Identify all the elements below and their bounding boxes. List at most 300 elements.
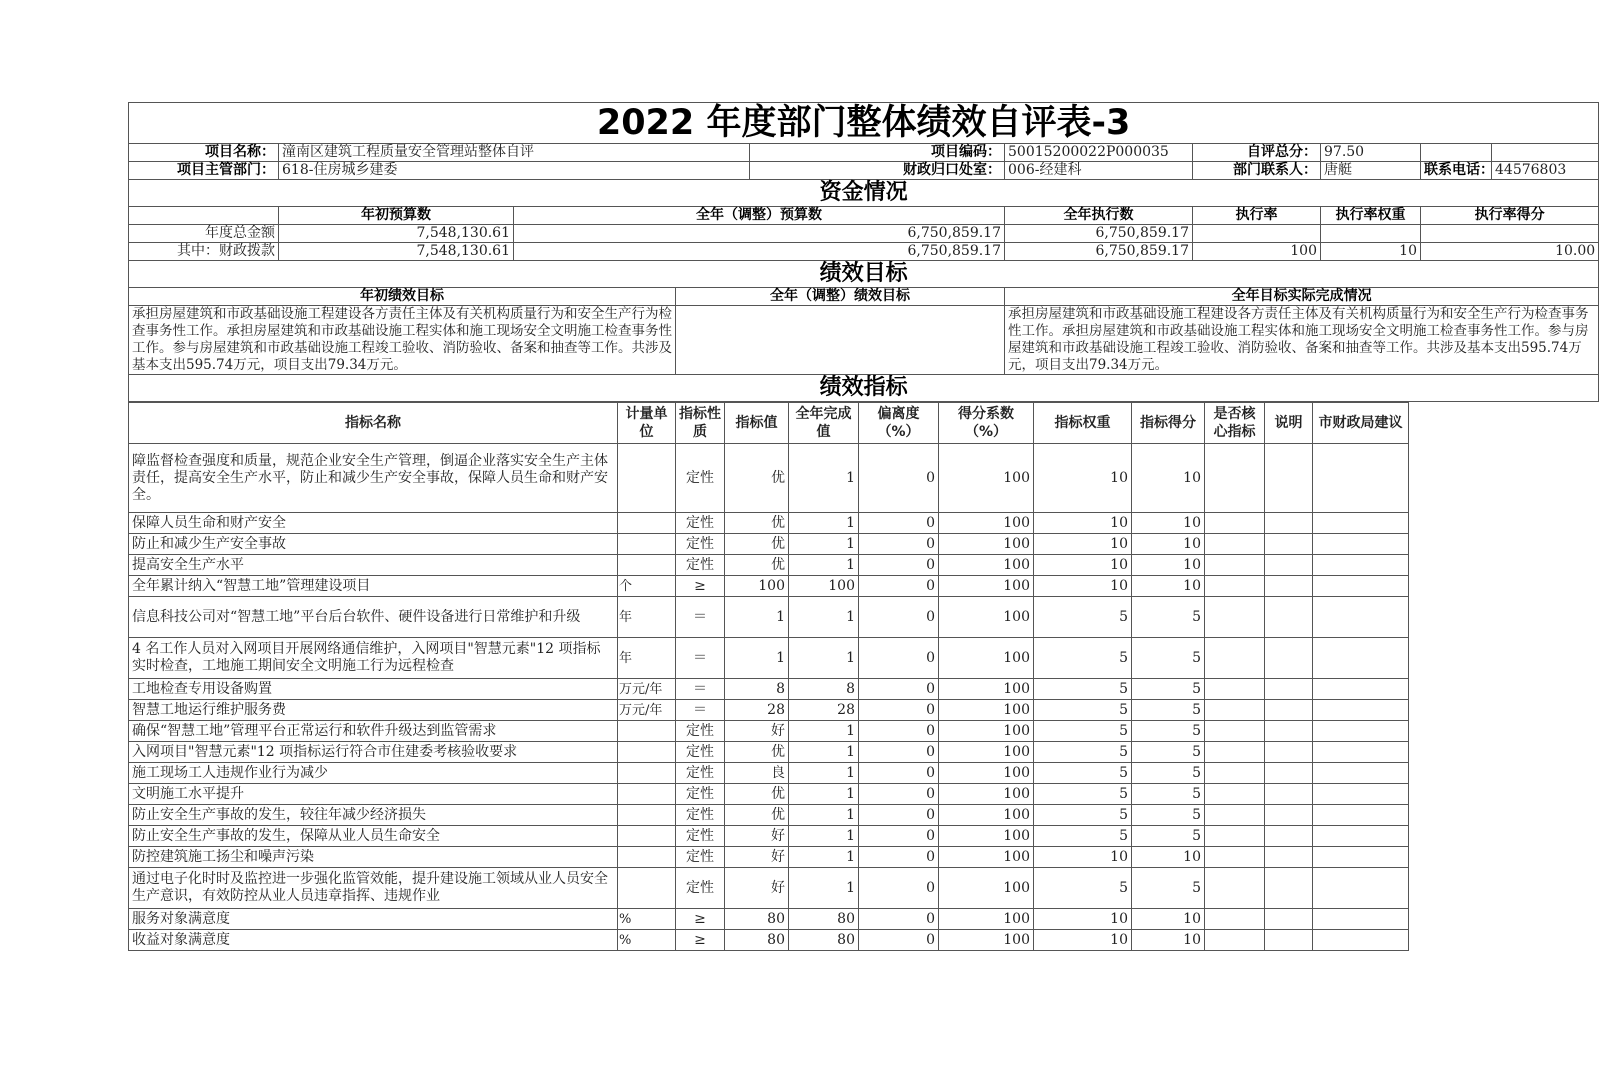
col-header-deviation: 偏离度（%） [859, 403, 939, 444]
funds-row-label: 其中：财政拨款 [129, 243, 279, 261]
indicator-unit [618, 444, 676, 513]
empty-cell [129, 207, 279, 225]
indicator-name: 通过电子化时时及监控进一步强化监管效能，提升建设施工领域从业人员安全生产意识，有效防控从业人员违章指挥、违规作业 [129, 868, 618, 909]
indicator-row [129, 847, 1409, 868]
contact-label: 部门联系人： [1193, 162, 1321, 180]
indicator-name: 服务对象满意度 [129, 909, 618, 930]
indicator-name: 确保“智慧工地”管理平台正常运行和软件升级达到监管需求 [129, 721, 618, 742]
indicator-score: 5 [1132, 638, 1205, 679]
indicator-core [1205, 909, 1265, 930]
indicator-deviation: 0 [859, 576, 939, 597]
indicator-actual: 1 [789, 638, 859, 679]
goals-header-adjusted: 全年（调整）绩效目标 [676, 288, 1005, 306]
indicator-coef: 100 [939, 742, 1034, 763]
indicator-deviation: 0 [859, 700, 939, 721]
indicator-weight: 10 [1034, 555, 1132, 576]
indicator-score: 10 [1132, 444, 1205, 513]
indicator-nature: 定性 [676, 513, 725, 534]
indicator-unit: % [618, 909, 676, 930]
indicator-coef: 100 [939, 930, 1034, 951]
indicator-score: 10 [1132, 909, 1205, 930]
indicator-row [129, 638, 1409, 679]
indicator-nature: ≥ [676, 909, 725, 930]
indicator-name: 全年累计纳入“智慧工地”管理建设项目 [129, 576, 618, 597]
funds-adjusted-value: 6,750,859.17 [514, 243, 1005, 261]
page-title: 2022 年度部门整体绩效自评表-3 [129, 103, 1599, 144]
indicator-unit: 年 [618, 597, 676, 638]
indicator-weight: 10 [1034, 930, 1132, 951]
indicator-target: 1 [725, 597, 789, 638]
indicator-nature: ＝ [676, 597, 725, 638]
indicator-unit [618, 784, 676, 805]
indicator-row [129, 763, 1409, 784]
col-header-target: 指标值 [725, 403, 789, 444]
indicator-name: 收益对象满意度 [129, 930, 618, 951]
indicator-actual: 1 [789, 868, 859, 909]
funds-weight-value: 10 [1321, 243, 1421, 261]
funds-score-value: 10.00 [1421, 243, 1599, 261]
indicator-unit: 万元/年 [618, 679, 676, 700]
indicator-note [1265, 638, 1313, 679]
performance-evaluation-sheet [128, 102, 1596, 951]
indicator-unit [618, 847, 676, 868]
indicator-unit: 个 [618, 576, 676, 597]
indicator-actual: 1 [789, 555, 859, 576]
indicator-nature: 定性 [676, 742, 725, 763]
indicator-actual: 1 [789, 784, 859, 805]
funds-row [129, 225, 1599, 243]
col-header-weight: 指标权重 [1034, 403, 1132, 444]
indicator-note [1265, 679, 1313, 700]
indicator-coef: 100 [939, 805, 1034, 826]
indicator-advice [1313, 826, 1409, 847]
col-header-advice: 市财政局建议 [1313, 403, 1409, 444]
indicator-deviation: 0 [859, 805, 939, 826]
indicator-row [129, 513, 1409, 534]
indicator-deviation: 0 [859, 638, 939, 679]
indicators-table [128, 402, 1409, 951]
indicator-core [1205, 700, 1265, 721]
indicator-row [129, 909, 1409, 930]
indicator-nature: 定性 [676, 763, 725, 784]
indicator-deviation: 0 [859, 555, 939, 576]
indicator-nature: 定性 [676, 555, 725, 576]
indicator-actual: 1 [789, 444, 859, 513]
indicator-target: 优 [725, 742, 789, 763]
adjusted-goal-text [676, 306, 1005, 375]
indicator-unit [618, 555, 676, 576]
indicator-coef: 100 [939, 826, 1034, 847]
funds-header-weight: 执行率权重 [1321, 207, 1421, 225]
indicator-score: 5 [1132, 763, 1205, 784]
indicator-target: 100 [725, 576, 789, 597]
indicator-advice [1313, 930, 1409, 951]
indicator-nature: 定性 [676, 784, 725, 805]
indicator-deviation: 0 [859, 597, 939, 638]
indicator-actual: 1 [789, 597, 859, 638]
indicator-actual: 1 [789, 805, 859, 826]
indicator-weight: 10 [1034, 444, 1132, 513]
indicator-name: 4 名工作人员对入网项目开展网络通信维护，入网项目"智慧元素"12 项指标实时检查，工地施工期间安全文明施工行为远程检查 [129, 638, 618, 679]
indicator-weight: 5 [1034, 784, 1132, 805]
indicator-row [129, 826, 1409, 847]
indicator-nature: ＝ [676, 679, 725, 700]
col-header-name: 指标名称 [129, 403, 618, 444]
indicator-target: 好 [725, 847, 789, 868]
indicator-coef: 100 [939, 534, 1034, 555]
indicator-nature: 定性 [676, 826, 725, 847]
indicator-score: 5 [1132, 742, 1205, 763]
indicator-note [1265, 700, 1313, 721]
indicator-unit: 年 [618, 638, 676, 679]
funds-row-label: 年度总金额 [129, 225, 279, 243]
indicator-core [1205, 597, 1265, 638]
header-table [128, 102, 1599, 402]
indicator-name: 入网项目"智慧元素"12 项指标运行符合市住建委考核验收要求 [129, 742, 618, 763]
indicator-note [1265, 444, 1313, 513]
indicator-score: 5 [1132, 721, 1205, 742]
phone-value: 44576803 [1492, 162, 1599, 180]
indicator-coef: 100 [939, 576, 1034, 597]
indicator-actual: 1 [789, 826, 859, 847]
indicator-advice [1313, 638, 1409, 679]
indicator-score: 10 [1132, 555, 1205, 576]
indicator-unit [618, 868, 676, 909]
indicator-coef: 100 [939, 700, 1034, 721]
indicator-weight: 5 [1034, 763, 1132, 784]
indicator-deviation: 0 [859, 679, 939, 700]
indicator-advice [1313, 555, 1409, 576]
indicator-core [1205, 930, 1265, 951]
indicator-coef: 100 [939, 555, 1034, 576]
indicator-score: 10 [1132, 534, 1205, 555]
indicator-name: 防止和减少生产安全事故 [129, 534, 618, 555]
indicator-row [129, 721, 1409, 742]
finance-label: 财政归口处室： [750, 162, 1005, 180]
indicator-nature: 定性 [676, 444, 725, 513]
indicator-unit [618, 742, 676, 763]
indicator-advice [1313, 868, 1409, 909]
indicator-target: 优 [725, 534, 789, 555]
indicator-score: 10 [1132, 576, 1205, 597]
indicator-unit: % [618, 930, 676, 951]
indicator-weight: 5 [1034, 742, 1132, 763]
indicator-score: 5 [1132, 826, 1205, 847]
indicator-coef: 100 [939, 763, 1034, 784]
indicator-actual: 1 [789, 847, 859, 868]
goals-section-title: 绩效目标 [129, 261, 1599, 288]
indicator-target: 28 [725, 700, 789, 721]
col-header-actual: 全年完成值 [789, 403, 859, 444]
indicator-score: 10 [1132, 930, 1205, 951]
indicator-name: 防止安全生产事故的发生，较往年减少经济损失 [129, 805, 618, 826]
indicator-core [1205, 868, 1265, 909]
indicator-row [129, 576, 1409, 597]
indicator-unit [618, 826, 676, 847]
indicators-body [129, 444, 1409, 951]
indicator-score: 5 [1132, 597, 1205, 638]
indicator-score: 5 [1132, 679, 1205, 700]
indicator-row [129, 597, 1409, 638]
indicator-core [1205, 444, 1265, 513]
indicator-nature: ＝ [676, 700, 725, 721]
indicator-actual: 1 [789, 763, 859, 784]
indicator-weight: 5 [1034, 597, 1132, 638]
indicator-weight: 5 [1034, 679, 1132, 700]
indicator-row [129, 444, 1409, 513]
indicator-note [1265, 576, 1313, 597]
finance-value: 006-经建科 [1005, 162, 1193, 180]
indicator-target: 优 [725, 444, 789, 513]
indicator-advice [1313, 847, 1409, 868]
indicator-note [1265, 555, 1313, 576]
indicator-row [129, 555, 1409, 576]
indicator-coef: 100 [939, 444, 1034, 513]
indicator-deviation: 0 [859, 826, 939, 847]
indicator-coef: 100 [939, 597, 1034, 638]
contact-value: 唐艇 [1321, 162, 1421, 180]
indicator-advice [1313, 597, 1409, 638]
indicator-core [1205, 638, 1265, 679]
funds-header-score: 执行率得分 [1421, 207, 1599, 225]
indicator-core [1205, 826, 1265, 847]
col-header-nature: 指标性质 [676, 403, 725, 444]
indicator-coef: 100 [939, 909, 1034, 930]
indicator-actual: 80 [789, 909, 859, 930]
indicator-weight: 5 [1034, 805, 1132, 826]
indicator-deviation: 0 [859, 513, 939, 534]
indicator-advice [1313, 784, 1409, 805]
indicator-deviation: 0 [859, 847, 939, 868]
indicator-core [1205, 784, 1265, 805]
indicator-row [129, 784, 1409, 805]
indicator-unit [618, 513, 676, 534]
indicator-weight: 10 [1034, 909, 1132, 930]
initial-goal-text: 承担房屋建筑和市政基础设施工程建设各方责任主体及有关机构质量行为和安全生产行为检查事务性工作。承担房屋建筑和市政基础设施工程实体和施工现场安全文明施工检查事务性工作。参与房屋建筑和市政基础设施工程竣工验收、消防验收、备案和抽查等工作。共涉及基本支出595.74万元，项目支出79.34万元。 [129, 306, 676, 375]
indicator-advice [1313, 700, 1409, 721]
project-name-label: 项目名称： [129, 144, 279, 162]
indicator-advice [1313, 679, 1409, 700]
funds-header-adjusted: 全年（调整）预算数 [514, 207, 1005, 225]
indicator-weight: 5 [1034, 826, 1132, 847]
col-header-note: 说明 [1265, 403, 1313, 444]
indicator-coef: 100 [939, 721, 1034, 742]
indicators-section-title: 绩效指标 [129, 375, 1599, 402]
indicator-core [1205, 847, 1265, 868]
indicator-deviation: 0 [859, 742, 939, 763]
indicator-target: 80 [725, 909, 789, 930]
indicator-target: 好 [725, 721, 789, 742]
indicator-unit [618, 763, 676, 784]
indicator-note [1265, 805, 1313, 826]
funds-initial-value: 7,548,130.61 [279, 225, 514, 243]
indicator-note [1265, 597, 1313, 638]
indicator-advice [1313, 742, 1409, 763]
score-label: 自评总分： [1193, 144, 1321, 162]
indicator-target: 良 [725, 763, 789, 784]
dept-value: 618-住房城乡建委 [279, 162, 750, 180]
indicator-nature: 定性 [676, 805, 725, 826]
indicator-nature: 定性 [676, 721, 725, 742]
indicator-deviation: 0 [859, 930, 939, 951]
indicator-target: 80 [725, 930, 789, 951]
indicator-actual: 80 [789, 930, 859, 951]
indicator-actual: 1 [789, 721, 859, 742]
score-value: 97.50 [1321, 144, 1421, 162]
indicator-name: 工地检查专用设备购置 [129, 679, 618, 700]
indicator-name: 文明施工水平提升 [129, 784, 618, 805]
indicator-note [1265, 847, 1313, 868]
indicator-unit [618, 534, 676, 555]
indicator-weight: 10 [1034, 513, 1132, 534]
funds-initial-value: 7,548,130.61 [279, 243, 514, 261]
indicator-core [1205, 679, 1265, 700]
indicator-name: 施工现场工人违规作业行为减少 [129, 763, 618, 784]
indicator-deviation: 0 [859, 534, 939, 555]
indicator-nature: 定性 [676, 868, 725, 909]
indicator-target: 1 [725, 638, 789, 679]
indicator-row [129, 868, 1409, 909]
funds-header-rate: 执行率 [1193, 207, 1321, 225]
indicator-advice [1313, 909, 1409, 930]
indicator-core [1205, 513, 1265, 534]
indicator-weight: 10 [1034, 534, 1132, 555]
indicator-advice [1313, 721, 1409, 742]
indicator-coef: 100 [939, 679, 1034, 700]
indicator-nature: ＝ [676, 638, 725, 679]
indicator-note [1265, 868, 1313, 909]
indicator-nature: ≥ [676, 930, 725, 951]
funds-header-initial: 年初预算数 [279, 207, 514, 225]
project-code-value: 50015200022P000035 [1005, 144, 1193, 162]
funds-executed-value: 6,750,859.17 [1005, 243, 1193, 261]
indicator-advice [1313, 444, 1409, 513]
col-header-core: 是否核心指标 [1205, 403, 1265, 444]
indicator-coef: 100 [939, 847, 1034, 868]
funds-weight-value [1321, 225, 1421, 243]
indicator-row [129, 679, 1409, 700]
indicator-target: 好 [725, 868, 789, 909]
indicator-nature: 定性 [676, 847, 725, 868]
funds-score-value [1421, 225, 1599, 243]
indicator-note [1265, 826, 1313, 847]
indicator-core [1205, 534, 1265, 555]
indicator-weight: 5 [1034, 700, 1132, 721]
indicator-name: 保障人员生命和财产安全 [129, 513, 618, 534]
indicator-target: 优 [725, 784, 789, 805]
indicator-name: 防止安全生产事故的发生，保障从业人员生命安全 [129, 826, 618, 847]
dept-label: 项目主管部门： [129, 162, 279, 180]
indicator-coef: 100 [939, 638, 1034, 679]
col-header-score: 指标得分 [1132, 403, 1205, 444]
indicator-advice [1313, 534, 1409, 555]
indicator-actual: 8 [789, 679, 859, 700]
funds-row [129, 243, 1599, 261]
indicator-deviation: 0 [859, 784, 939, 805]
indicator-row [129, 700, 1409, 721]
indicator-row [129, 805, 1409, 826]
indicator-actual: 28 [789, 700, 859, 721]
indicator-score: 5 [1132, 784, 1205, 805]
phone-label: 联系电话： [1421, 162, 1492, 180]
indicator-target: 优 [725, 513, 789, 534]
indicator-score: 10 [1132, 513, 1205, 534]
indicator-coef: 100 [939, 868, 1034, 909]
indicator-note [1265, 513, 1313, 534]
indicator-target: 优 [725, 805, 789, 826]
indicator-core [1205, 805, 1265, 826]
goals-header-initial: 年初绩效目标 [129, 288, 676, 306]
indicator-advice [1313, 763, 1409, 784]
indicator-name: 防控建筑施工扬尘和噪声污染 [129, 847, 618, 868]
indicator-name: 提高安全生产水平 [129, 555, 618, 576]
indicator-unit: 万元/年 [618, 700, 676, 721]
indicator-target: 好 [725, 826, 789, 847]
indicator-coef: 100 [939, 784, 1034, 805]
empty-cell [1421, 144, 1492, 162]
indicators-header-row [129, 403, 1409, 444]
indicator-name: 信息科技公司对“智慧工地”平台后台软件、硬件设备进行日常维护和升级 [129, 597, 618, 638]
funds-rate-value: 100 [1193, 243, 1321, 261]
indicator-row [129, 930, 1409, 951]
indicator-weight: 5 [1034, 868, 1132, 909]
indicator-unit [618, 805, 676, 826]
indicator-core [1205, 742, 1265, 763]
indicator-note [1265, 909, 1313, 930]
indicator-deviation: 0 [859, 868, 939, 909]
indicator-weight: 10 [1034, 576, 1132, 597]
col-header-coef: 得分系数（%） [939, 403, 1034, 444]
goals-header-actual: 全年目标实际完成情况 [1005, 288, 1599, 306]
funds-header-executed: 全年执行数 [1005, 207, 1193, 225]
indicator-core [1205, 555, 1265, 576]
indicator-core [1205, 763, 1265, 784]
indicator-core [1205, 721, 1265, 742]
indicator-advice [1313, 576, 1409, 597]
indicator-coef: 100 [939, 513, 1034, 534]
indicator-name: 智慧工地运行维护服务费 [129, 700, 618, 721]
indicator-score: 10 [1132, 847, 1205, 868]
indicator-advice [1313, 513, 1409, 534]
indicator-weight: 5 [1034, 638, 1132, 679]
indicator-score: 5 [1132, 868, 1205, 909]
indicator-actual: 1 [789, 513, 859, 534]
indicator-score: 5 [1132, 805, 1205, 826]
indicator-actual: 1 [789, 534, 859, 555]
indicator-nature: 定性 [676, 534, 725, 555]
indicator-name: 障监督检查强度和质量，规范企业安全生产管理，倒逼企业落实安全生产主体责任，提高安全生产水平，防止和减少生产安全事故，保障人员生命和财产安全。 [129, 444, 618, 513]
indicator-note [1265, 534, 1313, 555]
empty-cell [1492, 144, 1599, 162]
indicator-row [129, 742, 1409, 763]
funds-section-title: 资金情况 [129, 180, 1599, 207]
indicator-row [129, 534, 1409, 555]
indicator-actual: 100 [789, 576, 859, 597]
project-name-value: 潼南区建筑工程质量安全管理站整体自评 [279, 144, 750, 162]
indicator-score: 5 [1132, 700, 1205, 721]
indicator-actual: 1 [789, 742, 859, 763]
indicator-advice [1313, 805, 1409, 826]
indicator-note [1265, 742, 1313, 763]
indicator-core [1205, 576, 1265, 597]
indicator-nature: ≥ [676, 576, 725, 597]
indicator-target: 优 [725, 555, 789, 576]
indicator-deviation: 0 [859, 721, 939, 742]
actual-goal-text: 承担房屋建筑和市政基础设施工程建设各方责任主体及有关机构质量行为和安全生产行为检查事务性工作。承担房屋建筑和市政基础设施工程实体和施工现场安全文明施工检查事务性工作。参与房屋建筑和市政基础设施工程竣工验收、消防验收、备案和抽查等工作。共涉及基本支出595.74万元，项目支出79.34万元。 [1005, 306, 1599, 375]
funds-adjusted-value: 6,750,859.17 [514, 225, 1005, 243]
indicator-note [1265, 763, 1313, 784]
indicator-weight: 10 [1034, 847, 1132, 868]
